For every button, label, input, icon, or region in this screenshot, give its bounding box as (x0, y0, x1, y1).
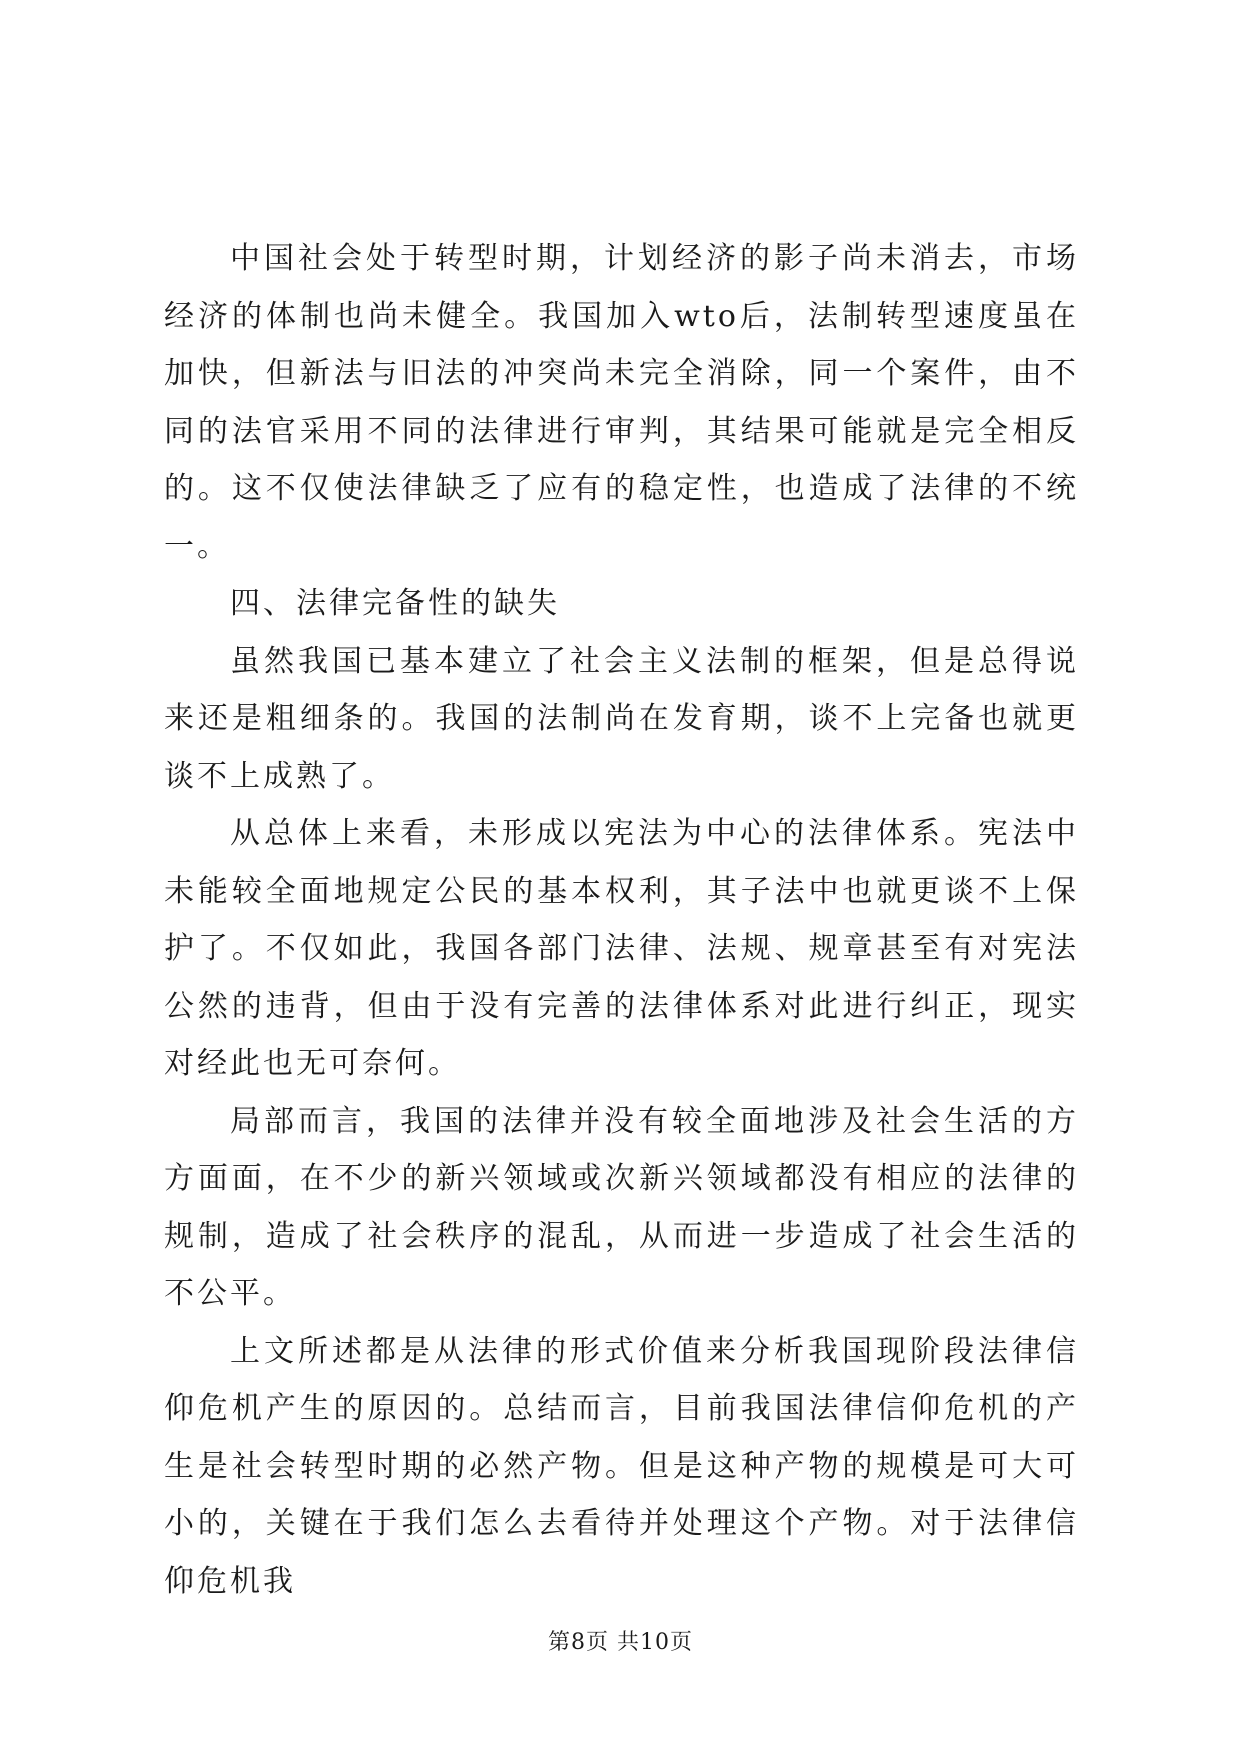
body-paragraph: 上文所述都是从法律的形式价值来分析我国现阶段法律信仰危机产生的原因的。总结而言，目前我国法律信仰危机的产生是社会转型时期的必然产物。但是这种产物的规模是可大可小的，关键在于我们怎么去看待并处理这个产物。对于法律信仰危机我 (164, 1333, 1079, 1599)
body-paragraph: 从总体上来看，未形成以宪法为中心的法律体系。宪法中未能较全面地规定公民的基本权利，其子法中也就更谈不上保护了。不仅如此，我国各部门法律、法规、规章甚至有对宪法公然的违背，但由于没有完善的法律体系对此进行纠正，现实对经此也无可奈何。 (164, 816, 1079, 1081)
section-heading: 四、法律完备性的缺失 (230, 586, 560, 621)
body-paragraph: 虽然我国已基本建立了社会主义法制的框架，但是总得说来还是粗细条的。我国的法制尚在发育期，谈不上完备也就更谈不上成熟了。 (164, 643, 1079, 794)
page-footer: 第8页 共10页 (548, 1630, 693, 1655)
page-body (164, 230, 1079, 1610)
body-paragraph: 局部而言，我国的法律并没有较全面地涉及社会生活的方方面面，在不少的新兴领域或次新兴领域都没有相应的法律的规制，造成了社会秩序的混乱，从而进一步造成了社会生活的不公平。 (164, 1103, 1079, 1311)
body-paragraph: 中国社会处于转型时期，计划经济的影子尚未消去，市场经济的体制也尚未健全。我国加入wto后，法制转型速度虽在加快，但新法与旧法的冲突尚未完全消除，同一个案件，由不同的法官采用不同的法律进行审判，其结果可能就是完全相反的。这不仅使法律缺乏了应有的稳定性，也造成了法律的不统一。 (164, 241, 1079, 564)
